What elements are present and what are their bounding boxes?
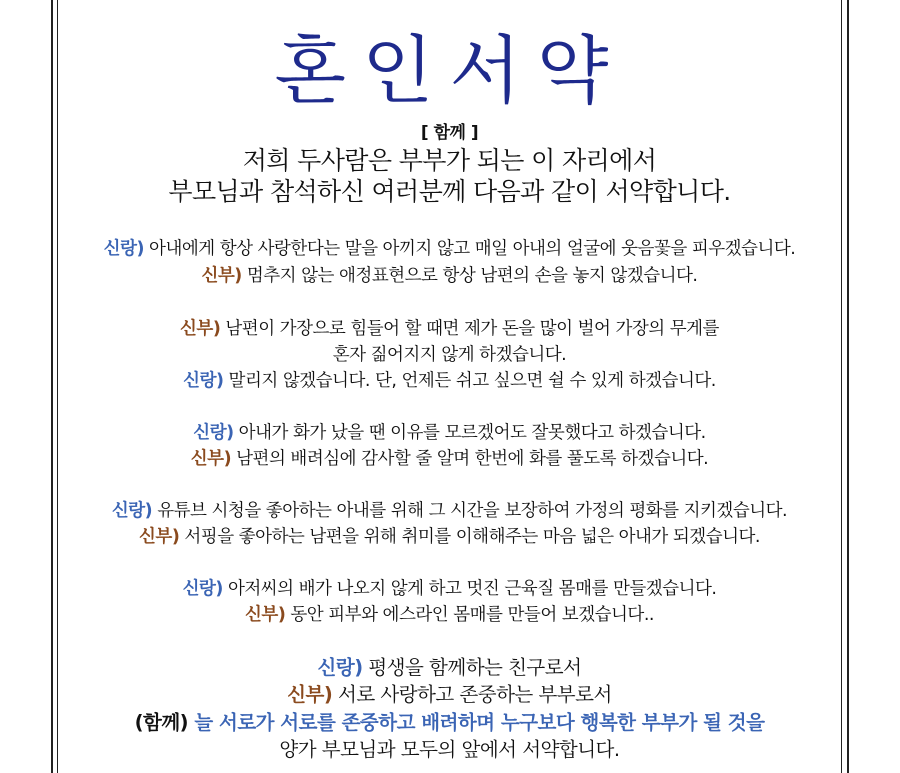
intro-line-2: 부모님과 참석하신 여러분께 다음과 같이 서약합니다.: [168, 177, 731, 206]
page-border-left-outer: [51, 0, 53, 773]
vow-text: 아저씨의 배가 나오지 않게 하고 멋진 근육질 몸매를 만들겠습니다.: [222, 579, 717, 599]
bride-label: 신부): [190, 449, 232, 469]
vow-line: [58, 264, 841, 288]
vow-text: 아내가 화가 났을 땐 이유를 모르겠어도 잘못했다고 하겠습니다.: [233, 423, 706, 443]
closing-groom-line: [58, 655, 841, 681]
vow-line: [58, 525, 841, 549]
closing-text: 서로 사랑하고 존중하는 부부로서: [332, 683, 612, 706]
together-label: (함께): [134, 711, 189, 734]
document-title: 혼인서약: [274, 28, 625, 114]
groom-label: 신랑): [182, 579, 223, 599]
intro-line-1: 저희 두사람은 부부가 되는 이 자리에서: [242, 146, 657, 175]
groom-label: 신랑): [317, 656, 363, 679]
groom-label: 신랑): [183, 371, 224, 391]
header-label: [ 함께 ]: [420, 123, 479, 143]
bride-label: 신부): [139, 527, 180, 547]
groom-label: 신랑): [193, 423, 234, 443]
vow-text: 유튜브 시청을 좋아하는 아내를 위해 그 시간을 보장하여 가정의 평화를 지키겠습니다.: [152, 501, 788, 521]
vow-text: 남편의 배려심에 감사할 줄 알며 한번에 화를 풀도록 하겠습니다.: [231, 449, 709, 469]
vow-line: [58, 447, 841, 471]
bride-label: 신부): [180, 319, 221, 339]
vow-line: [58, 369, 841, 393]
vow-text: 남편이 가장으로 힘들어 할 때면 제가 돈을 많이 벌어 가장의 무게를: [220, 319, 719, 339]
bride-label: 신부): [201, 266, 242, 286]
groom-label: 신랑): [103, 239, 144, 259]
closing-together-line: [58, 710, 841, 736]
vow-line: [58, 317, 841, 341]
vow-line: [58, 421, 841, 445]
vow-document: [58, 0, 841, 773]
vow-line: [58, 603, 841, 627]
closing-bride-line: [58, 682, 841, 708]
closing-text: 평생을 함께하는 친구로서: [362, 656, 582, 679]
vow-line: [58, 499, 841, 523]
groom-label: 신랑): [111, 501, 153, 521]
vow-text: 말리지 않겠습니다. 단, 언제든 쉬고 싶으면 쉴 수 있게 하겠습니다.: [223, 371, 716, 391]
bride-label: 신부): [287, 683, 333, 706]
vow-text: 멈추지 않는 애정표현으로 항상 남편의 손을 놓지 않겠습니다.: [241, 266, 698, 286]
closing-final-line: 양가 부모님과 모두의 앞에서 서약합니다.: [279, 738, 620, 761]
closing-together-text: 늘 서로가 서로를 존중하고 배려하며 누구보다 행복한 부부가 될 것을: [188, 711, 765, 734]
page-border-right-outer: [847, 0, 849, 773]
page-border-right-inner: [841, 0, 842, 773]
vow-text: 동안 피부와 에스라인 몸매를 만들어 보겠습니다..: [285, 605, 654, 625]
vow-line: [58, 237, 841, 261]
vow-line-continued: 혼자 짊어지지 않게 하겠습니다.: [332, 345, 567, 365]
bride-label: 신부): [245, 605, 286, 625]
vow-text: 아내에게 항상 사랑한다는 말을 아끼지 않고 매일 아내의 얼굴에 웃음꽃을 피우겠습니다.: [143, 239, 796, 259]
vow-line: [58, 577, 841, 601]
vow-text: 서핑을 좋아하는 남편을 위해 취미를 이해해주는 마음 넓은 아내가 되겠습니다.: [179, 527, 760, 547]
